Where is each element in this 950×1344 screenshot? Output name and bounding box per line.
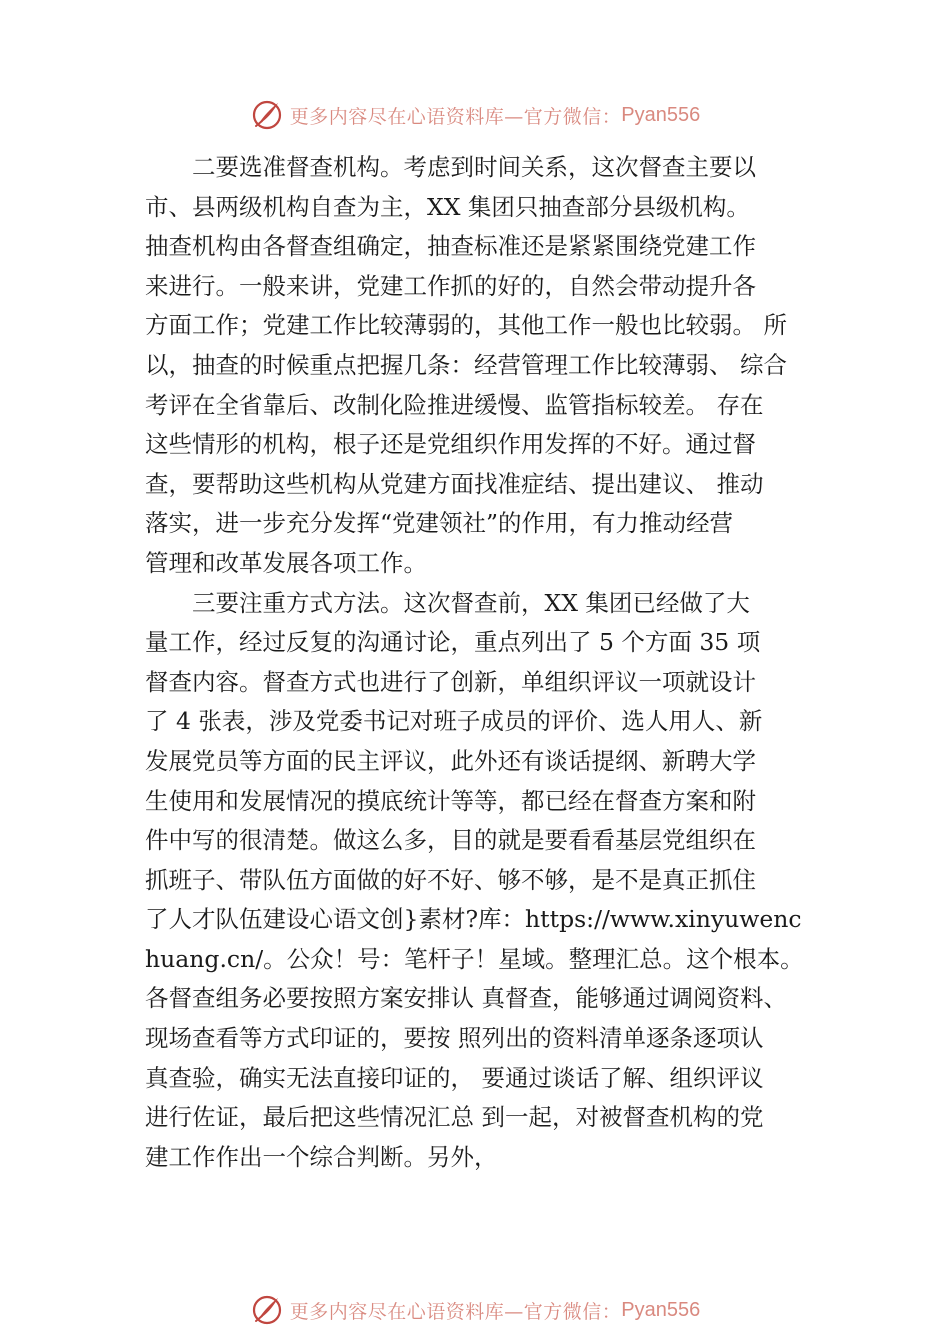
text-line: 这些情形的机构，根子还是党组织作用发挥的不好。通过督	[145, 430, 756, 459]
text-line: 抽查机构由各督查组确定，抽查标准还是紧紧围绕党建工作	[145, 232, 756, 261]
header-watermark-text: 更多内容尽在心语资料库—官方微信：	[289, 105, 622, 128]
header-watermark-banner	[0, 95, 950, 135]
text-line: 了 4 张表，涉及党委书记对班子成员的评价、选人用人、新	[145, 707, 763, 736]
document-body	[145, 148, 845, 1177]
text-line: 生使用和发展情况的摸底统计等等，都已经在督查方案和附	[145, 786, 756, 815]
text-line: 落实，进一步充分发挥“党建领社”的作用，有力推动经营	[145, 509, 734, 538]
text-line: 发展党员等方面的民主评议，此外还有谈话提纲、新聘大学	[145, 746, 756, 775]
header-wechat-id: Pyan556	[621, 103, 701, 126]
text-line: 件中写的很清楚。做这么多，目的就是要看看基层党组织在	[145, 826, 756, 855]
footer-watermark-text: 更多内容尽在心语资料库—官方微信：	[289, 1300, 622, 1323]
text-line: 管理和改革发展各项工作。	[145, 548, 427, 577]
text-line: 以，抽查的时候重点把握几条：经营管理工作比较薄弱、 综合	[145, 350, 787, 379]
text-line: 量工作，经过反复的沟通讨论，重点列出了 5 个方面 35 项	[145, 628, 761, 657]
text-line: 方面工作；党建工作比较薄弱的，其他工作一般也比较弱。 所	[145, 311, 787, 340]
text-line: 进行佐证，最后把这些情况汇总 到一起，对被督查机构的党	[145, 1103, 764, 1132]
text-line: 督查内容。督查方式也进行了创新，单组织评议一项就设计	[145, 667, 756, 696]
text-line: 各督查组务必要按照方案安排认 真督查，能够通过调阅资料、	[145, 984, 787, 1013]
text-line: huang.cn/。公众！号：笔杆子！星域。整理汇总。这个根本。	[145, 944, 804, 973]
text-line: 了人才队伍建设心语文创}素材?库：https://www.xinyuwenc	[145, 905, 802, 934]
quill-pen-logo-icon	[250, 98, 284, 132]
text-line: 三要注重方式方法。这次督查前，XX 集团已经做了大	[145, 588, 750, 617]
text-line: 二要选准督查机构。考虑到时间关系，这次督查主要以	[145, 153, 756, 181]
text-line: 现场查看等方式印证的，要按 照列出的资料清单逐条逐项认	[145, 1024, 764, 1053]
text-line: 考评在全省靠后、改制化险推进缓慢、监管指标较差。 存在	[145, 390, 764, 419]
quill-pen-logo-icon	[250, 1293, 284, 1327]
text-line: 查，要帮助这些机构从党建方面找准症结、提出建议、 推动	[145, 469, 764, 498]
footer-watermark-banner	[0, 1290, 950, 1330]
text-line: 市、县两级机构自查为主，XX 集团只抽查部分县级机构。	[145, 192, 750, 221]
text-line: 建工作作出一个综合判断。另外，	[145, 1142, 498, 1171]
text-line: 真查验，确实无法直接印证的， 要通过谈话了解、组织评议	[145, 1063, 764, 1092]
footer-wechat-id: Pyan556	[621, 1298, 701, 1321]
text-line: 来进行。一般来讲，党建工作抓的好的，自然会带动提升各	[145, 271, 756, 300]
text-line: 抓班子、带队伍方面做的好不好、够不够，是不是真正抓住	[145, 865, 756, 894]
